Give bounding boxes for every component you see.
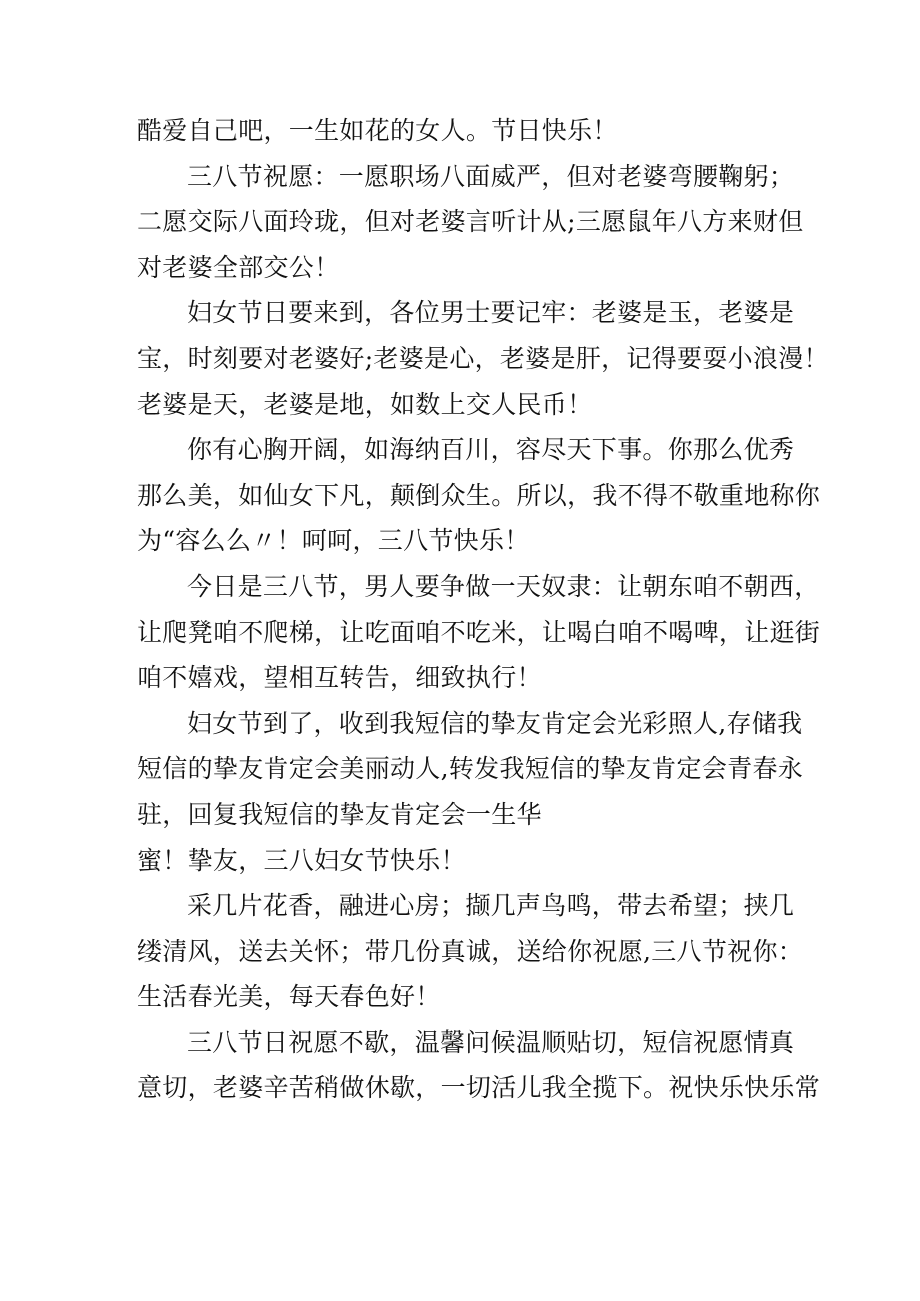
text-line: 缕清风，送去关怀；带几份真诚，送给你祝愿,三八节祝你： <box>137 936 804 966</box>
text-line: 蜜！挚友，三八妇女节快乐！ <box>137 845 466 875</box>
text-line: 二愿交际八面玲珑，但对老婆言听计从;三愿鼠年八方来财但 <box>137 207 804 237</box>
paragraph <box>137 1020 821 1111</box>
text-line: 三八节日祝愿不歇，温馨问候温顺贴切，短信祝愿情真 <box>187 1027 795 1057</box>
text-line: 为“容么么〃！呵呵，三八节快乐！ <box>137 526 530 556</box>
text-line: 你有心胸开阔，如海纳百川，容尽天下事。你那么优秀 <box>187 435 795 465</box>
paragraph <box>137 701 804 838</box>
paragraph <box>137 154 804 291</box>
paragraph <box>137 564 821 701</box>
text-line: 妇女节到了，收到我短信的挚友肯定会光彩照人,存储我 <box>187 708 803 738</box>
text-line: 短信的挚友肯定会美丽动人,转发我短信的挚友肯定会青春永 <box>137 754 804 784</box>
paragraph <box>137 883 804 1020</box>
text-line: 老婆是天，老婆是地，如数上交人民币！ <box>137 389 593 419</box>
paragraph <box>137 838 797 884</box>
text-line: 三八节祝愿：一愿职场八面威严，但对老婆弯腰鞠躬； <box>187 161 795 191</box>
paragraph <box>137 290 829 427</box>
text-line: 妇女节日要来到，各位男士要记牢：老婆是玉，老婆是 <box>187 298 795 328</box>
text-line: 咱不嬉戏，望相互转告，细致执行！ <box>137 663 542 693</box>
paragraph <box>137 108 797 154</box>
text-line: 宝，时刻要对老婆好;老婆是心，老婆是肝，记得要耍小浪漫！ <box>137 343 829 373</box>
text-line: 意切，老婆辛苦稍做休歇，一切活儿我全揽下。祝快乐快乐常 <box>137 1073 821 1103</box>
paragraph <box>137 427 821 564</box>
text-line: 酷爱自己吧，一生如花的女人。节日快乐！ <box>137 116 618 145</box>
text-line: 对老婆全部交公！ <box>137 252 340 282</box>
text-line: 让爬凳咱不爬梯，让吃面咱不吃米，让喝白咱不喝啤，让逛街 <box>137 617 821 647</box>
text-line: 采几片花香，融进心房；撷几声鸟鸣，带去希望；挟几 <box>187 891 795 921</box>
text-line: 生活春光美，每天春色好！ <box>137 982 441 1012</box>
document-body <box>137 108 829 1111</box>
text-line: 驻，回复我短信的挚友肯定会一生华 <box>137 799 542 829</box>
text-line: 今日是三八节，男人要争做一天奴隶：让朝东咱不朝西， <box>187 571 820 601</box>
text-line: 那么美，如仙女下凡，颠倒众生。所以，我不得不敬重地称你 <box>137 480 821 510</box>
